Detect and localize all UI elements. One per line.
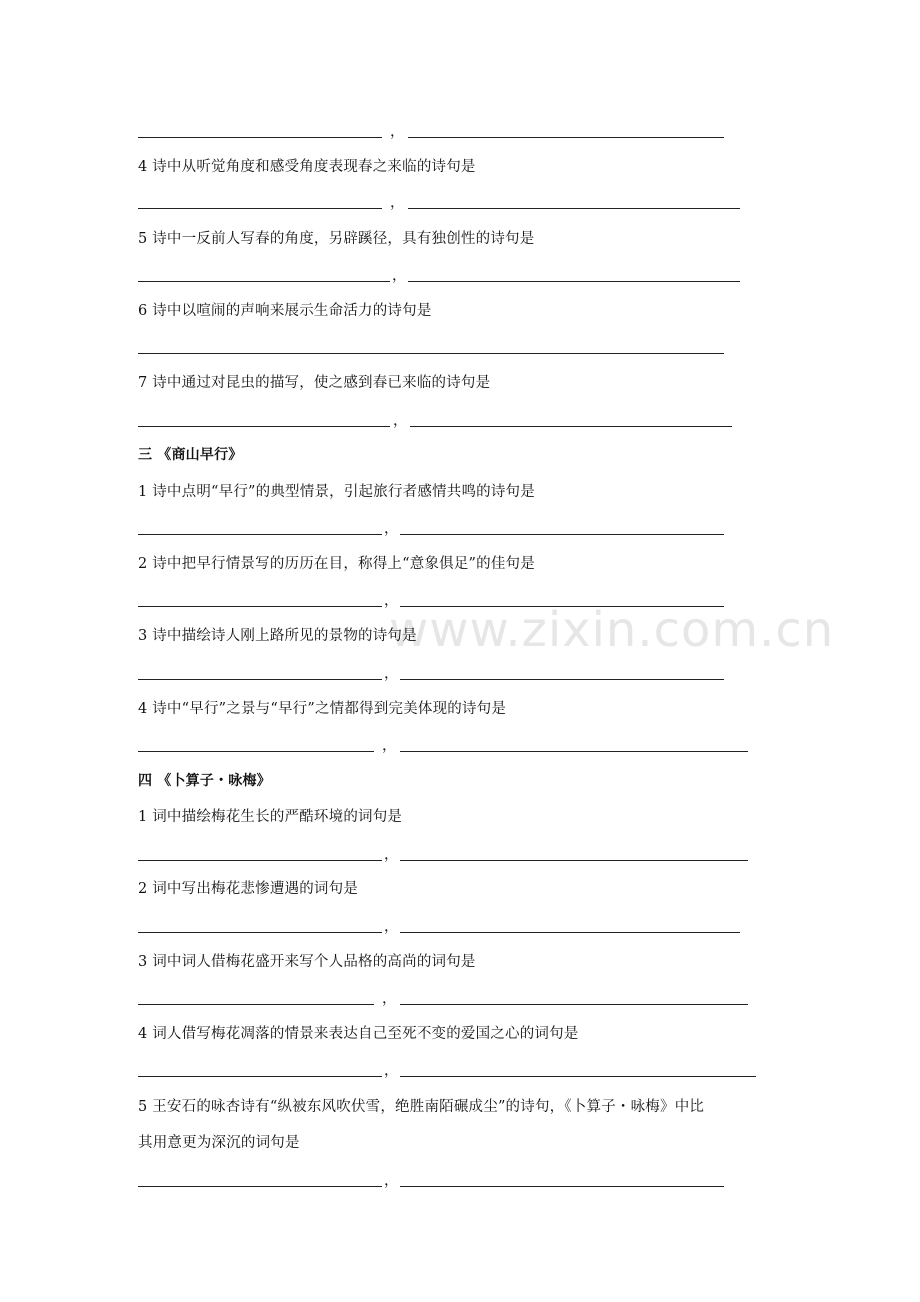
comma: ， [384,666,399,682]
question-s3-q1: 1 诗中点明“早行”的典型情景，引起旅行者感情共鸣的诗句是 [138,484,535,500]
answer-line[interactable] [400,1004,748,1005]
answer-line[interactable] [138,137,382,138]
answer-line[interactable] [400,860,748,861]
watermark: www.zixin.com.cn [389,602,835,658]
question-s4-q5-line2: 其用意更为深沉的词句是 [138,1135,300,1151]
answer-line[interactable] [138,534,382,535]
answer-line[interactable] [408,281,740,282]
answer-line[interactable] [400,751,748,752]
answer-line[interactable] [138,751,374,752]
answer-line[interactable] [138,932,382,933]
question-s4-q4: 4 词人借写梅花凋落的情景来表达自己至死不变的爱国之心的词句是 [138,1026,579,1042]
question-s4-q5-line1: 5 王安石的咏杏诗有“纵被东风吹伏雪，绝胜南陌碾成尘”的诗句，《卜算子・咏梅》中比 [138,1099,705,1115]
answer-line[interactable] [138,1004,374,1005]
question-s4-q2: 2 词中写出梅花悲惨遭遇的词句是 [138,881,359,897]
question-s3-q4: 4 诗中“早行”之景与“早行”之情都得到完美体现的诗句是 [138,701,507,717]
comma: ， [384,919,399,935]
section-title-4: 四 《卜算子・咏梅》 [138,773,271,789]
answer-line[interactable] [138,426,390,427]
comma: ， [384,593,399,609]
comma: ， [382,991,397,1007]
question-s2-q6: 6 诗中以喧闹的声响来展示生命活力的诗句是 [138,303,432,319]
comma: ， [393,413,408,429]
question-s2-q5: 5 诗中一反前人写春的角度，另辟蹊径，具有独创性的诗句是 [138,231,535,247]
question-s3-q2: 2 诗中把早行情景写的历历在目，称得上“意象俱足”的佳句是 [138,556,535,572]
answer-line[interactable] [138,860,382,861]
question-s3-q3: 3 诗中描绘诗人刚上路所见的景物的诗句是 [138,628,417,644]
question-s2-q7: 7 诗中通过对昆虫的描写，使之感到春已来临的诗句是 [138,375,491,391]
comma: ， [382,738,397,754]
answer-line[interactable] [138,281,390,282]
answer-line[interactable] [138,606,382,607]
answer-line[interactable] [408,208,740,209]
answer-line[interactable] [138,679,382,680]
section-title-3: 三 《商山早行》 [138,447,243,463]
answer-line[interactable] [138,208,382,209]
comma: ， [384,521,399,537]
comma: ， [384,1173,399,1189]
question-s2-q4: 4 诗中从听觉角度和感受角度表现春之来临的诗句是 [138,159,476,175]
answer-line[interactable] [410,426,732,427]
question-s4-q3: 3 词中词人借梅花盛开来写个人品格的高尚的词句是 [138,954,476,970]
answer-line[interactable] [400,1186,724,1187]
answer-line[interactable] [400,679,724,680]
comma: ， [392,268,407,284]
question-s4-q1: 1 词中描绘梅花生长的严酷环境的词句是 [138,809,403,825]
comma: ， [390,195,405,211]
answer-line[interactable] [138,353,724,354]
comma: ， [390,124,405,140]
comma: ， [384,847,399,863]
answer-line[interactable] [138,1076,382,1077]
comma: ， [384,1063,399,1079]
answer-line[interactable] [138,1186,382,1187]
answer-line[interactable] [400,534,724,535]
answer-line[interactable] [408,137,724,138]
answer-line[interactable] [400,932,740,933]
answer-line[interactable] [400,1076,756,1077]
answer-line[interactable] [400,606,724,607]
